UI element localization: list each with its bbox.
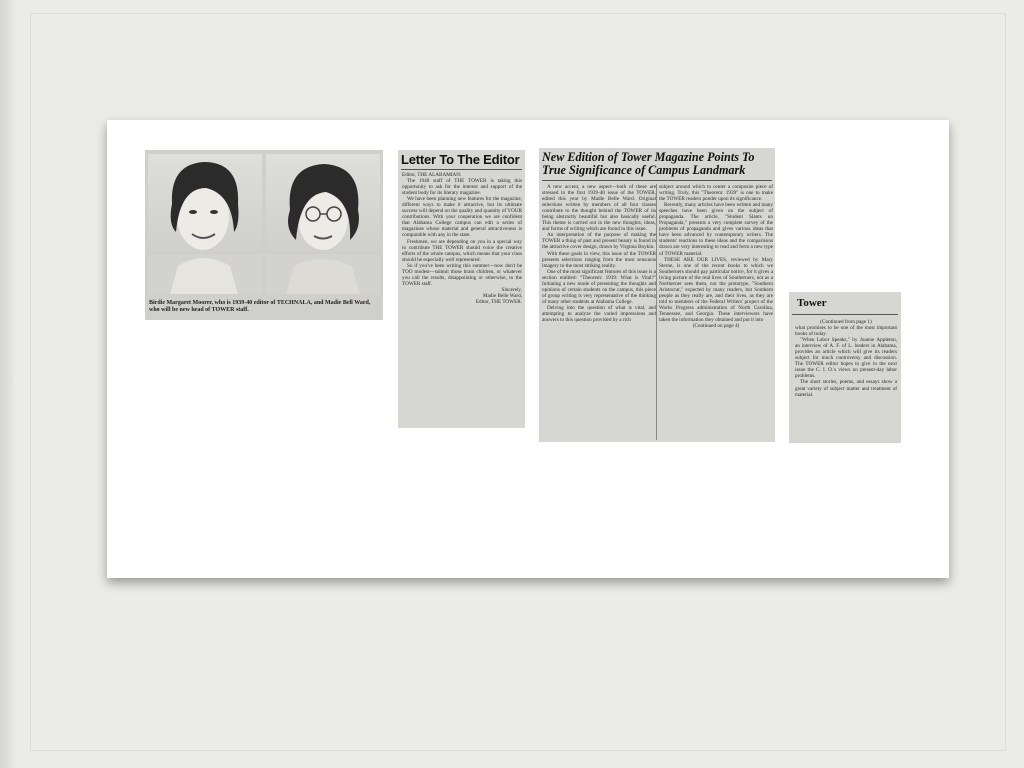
letter-salutation: Editor, THE ALABAMIAN:	[402, 172, 462, 178]
letter-paragraph: We have been planning new features for the magazine, different ways to make it attractive, but its ultimate success will depend on the quality and quantity of YOUR contributions. With your cooperation we are confident that Alabama College campus can edit a series of magazines whose material and general attractiveness is comparable with any in the state.	[402, 196, 522, 239]
letter-closing: Sincerely,	[501, 286, 522, 293]
letter-paragraph: The 1940 staff of THE TOWER is taking this opportunity to ask for the interest and support of the student body for its literary magazine.	[402, 178, 522, 197]
continuation-paragraph: "When Labor Speaks," by Joanne Appleton, an interview of A. F. of L. leaders in Alabama, provides an article which will give its readers subject for much controversy and discussion. The TOWER editor hopes to give in the next issue the C. I. O.'s views on present-day labor problems.	[795, 337, 897, 380]
letter-body	[402, 172, 522, 305]
slide-edge	[0, 0, 14, 768]
tower-continuation-rule	[792, 314, 898, 315]
letter-to-editor-clipping	[398, 150, 525, 428]
article-paragraph: With these goals in view, this issue of the TOWER presents selections ranging from the most sensuous imagery to the most striking reality.	[542, 250, 656, 269]
article-paragraph: Recently, many articles have been written and many speeches have been given on the subject of propaganda. The article, "Student Slants on Propaganda," presents a very complete survey of the problems of propaganda and gives various ideas that have been advanced by contemporary writers. The students' reactions to these ideas and the comparisons drawn are very interesting to read and form a new type of TOWER material.	[659, 202, 773, 257]
tower-article-column-1	[542, 184, 656, 323]
column-divider	[656, 184, 657, 440]
continued-note: (Continued on page 4)	[692, 323, 740, 330]
article-paragraph: One of the most significant features of this issue is a section entitled: "Theorem: 1939: What is Vital?" Initiating a new mode of presenting the thoughts and opinions of certain students on the campus, this piece of group writing is very representative of the thinking of many other students at Alabama College.	[542, 268, 656, 305]
article-paragraph: THESE ARE OUR LIVES, reviewed by Mary Sterne, is one of the recent books to which we Southerners should pay particular notice, for it gives a living picture of the real lives of Southerners, not as a Northerner sees them, not the prototype, "Southern Aristocrat," expected by many readers, but Southern people as they really are, and their lives, as they are told to members of the Federal Writers' project of the Works Progress administration of North Carolina, Tennessee, and Georgia. These interviewers have taken the information they obtained and put it into	[659, 256, 773, 324]
tower-continuation-body	[795, 319, 897, 398]
letter-signature: Madie Belle Ward,	[482, 292, 522, 299]
tower-article-column-2	[659, 184, 773, 329]
photo-caption: Birdie Margaret Moorer, who is 1939-40 editor of TECHNALA, and Madie Bell Ward, who will be new head of TOWER staff.	[149, 300, 371, 313]
letter-signature-title: Editor, THE TOWER.	[475, 298, 522, 305]
article-paragraph: subject around which to center a composite piece of writing. Truly, this "Theorem: 1939" is one to make the TOWER readers ponder upon its significance.	[659, 184, 773, 203]
tower-article-rule	[542, 180, 772, 181]
tower-continuation-headline: Tower	[797, 297, 827, 309]
tower-continuation-clipping	[789, 292, 901, 443]
letter-paragraph: So if you've been writing this summer—now don't be TOO modest—submit those brain children, or whatever you call the results, disappointing or otherwise, to the TOWER staff.	[402, 262, 522, 287]
tower-article-clipping	[539, 148, 775, 442]
continuation-paragraph: The short stories, poems, and essays show a great variety of subject matter and treatment of material.	[795, 379, 897, 398]
photo-clipping	[145, 150, 383, 320]
letter-headline: Letter To The Editor	[401, 152, 520, 167]
article-paragraph: Delving into the question of what is vital, and attempting to analyze the varied impressions and answers to this question provided by a rich	[542, 304, 656, 324]
continued-from-note: (Continued from page 1)	[820, 319, 872, 325]
portrait-madie-ward	[266, 154, 380, 294]
letter-rule	[401, 169, 522, 170]
article-paragraph: A new accent, a new aspect—both of these are stressed in the first 1939-40 issue of the TOWER, edited this year by Madie Belle Ward. Original selections written by members of all four classes contribute to the thought behind the TOWER of its being abstractly beautiful but also basically useful. This theme is carried out in the new thoughts, ideas, and forms of writing which are found in this issue.	[542, 184, 656, 233]
article-paragraph: An interpretation of the purpose of making the TOWER a thing of past and present beauty is found in the attractive cover design, drawn by Virginia Boykin.	[542, 232, 656, 251]
portrait-birdie-moorer	[148, 154, 262, 294]
slide-card	[107, 120, 949, 578]
tower-article-headline: New Edition of Tower Magazine Points To True Significance of Campus Landmark	[542, 150, 755, 177]
letter-paragraph: Freshmen, we are depending on you in a special way to contribute THE TOWER should voice the creative efforts of the whole campus, which means that your class should be especially well represented.	[402, 238, 522, 263]
continuation-paragraph: what promises to be one of the most important books of today.	[795, 325, 897, 338]
